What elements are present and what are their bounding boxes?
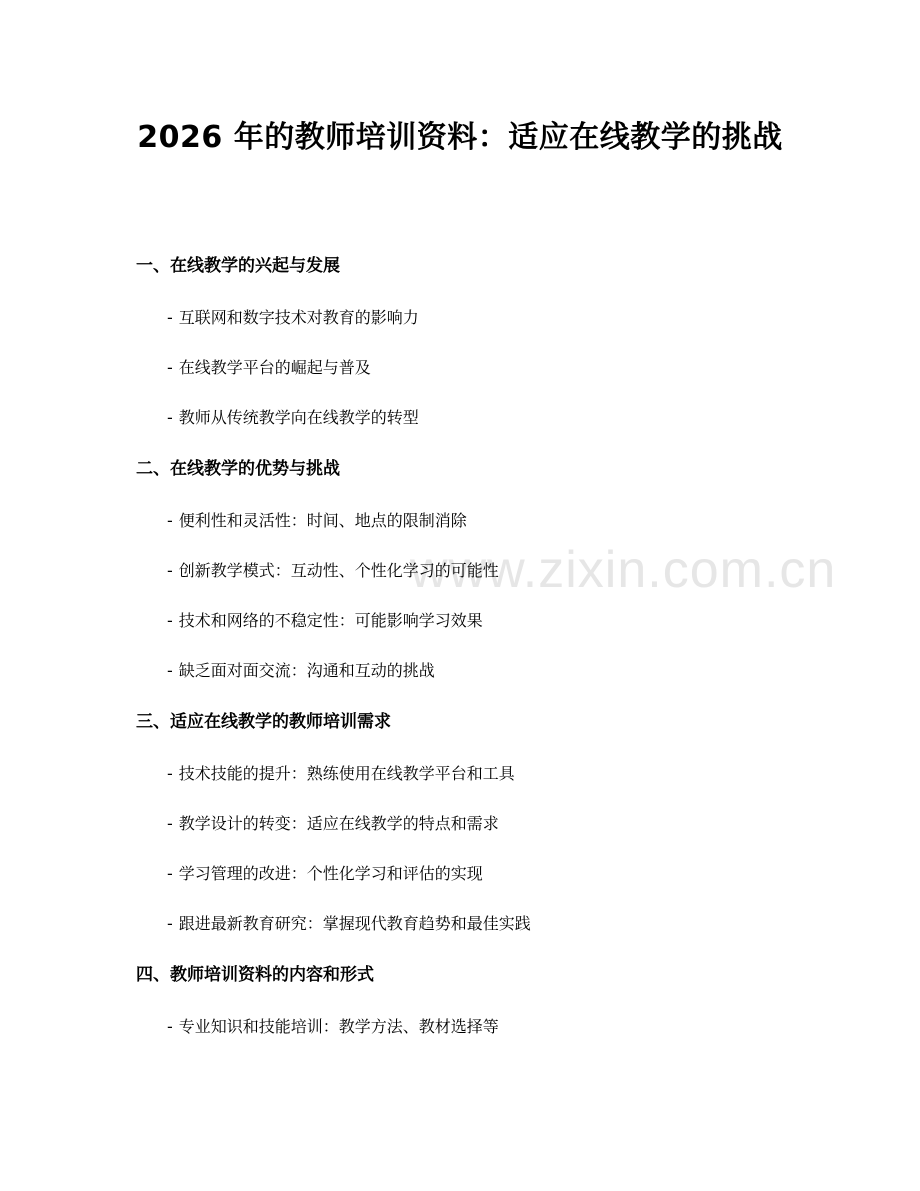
list-item (167, 762, 515, 786)
list-item (167, 912, 531, 936)
bullet-dash: - (167, 408, 173, 427)
section-heading-1: 一、在线教学的兴起与发展 (136, 256, 340, 276)
bullet-dash: - (167, 1017, 173, 1036)
list-item-text: 技术技能的提升：熟练使用在线教学平台和工具 (178, 764, 515, 783)
bullet-dash: - (167, 561, 173, 580)
list-item-text: 互联网和数字技术对教育的影响力 (178, 308, 419, 327)
list-item-text: 便利性和灵活性：时间、地点的限制消除 (178, 511, 467, 530)
list-item-text: 缺乏面对面交流：沟通和互动的挑战 (178, 661, 435, 680)
list-item (167, 306, 419, 330)
list-item-text: 跟进最新教育研究：掌握现代教育趋势和最佳实践 (178, 914, 531, 933)
list-item (167, 406, 419, 430)
bullet-dash: - (167, 511, 173, 530)
list-item-text: 学习管理的改进：个性化学习和评估的实现 (178, 864, 483, 883)
bullet-dash: - (167, 611, 173, 630)
bullet-dash: - (167, 814, 173, 833)
list-item (167, 1015, 499, 1039)
section-heading-4: 四、教师培训资料的内容和形式 (136, 965, 374, 985)
list-item (167, 862, 483, 886)
list-item (167, 559, 499, 583)
list-item (167, 609, 483, 633)
list-item-text: 专业知识和技能培训：教学方法、教材选择等 (178, 1017, 499, 1036)
bullet-dash: - (167, 661, 173, 680)
bullet-dash: - (167, 308, 173, 327)
list-item-text: 在线教学平台的崛起与普及 (178, 358, 371, 377)
list-item-text: 教师从传统教学向在线教学的转型 (178, 408, 419, 427)
section-heading-2: 二、在线教学的优势与挑战 (136, 459, 340, 479)
bullet-dash: - (167, 914, 173, 933)
list-item-text: 创新教学模式：互动性、个性化学习的可能性 (178, 561, 499, 580)
list-item-text: 教学设计的转变：适应在线教学的特点和需求 (178, 814, 499, 833)
list-item (167, 659, 435, 683)
section-heading-3: 三、适应在线教学的教师培训需求 (136, 712, 391, 732)
list-item-text: 技术和网络的不稳定性：可能影响学习效果 (178, 611, 483, 630)
bullet-dash: - (167, 764, 173, 783)
list-item (167, 509, 467, 533)
bullet-dash: - (167, 864, 173, 883)
bullet-dash: - (167, 358, 173, 377)
watermark: www.zixin.com.cn (410, 541, 837, 599)
page-title: 2026 年的教师培训资料：适应在线教学的挑战 (137, 120, 783, 155)
list-item (167, 356, 371, 380)
list-item (167, 812, 499, 836)
